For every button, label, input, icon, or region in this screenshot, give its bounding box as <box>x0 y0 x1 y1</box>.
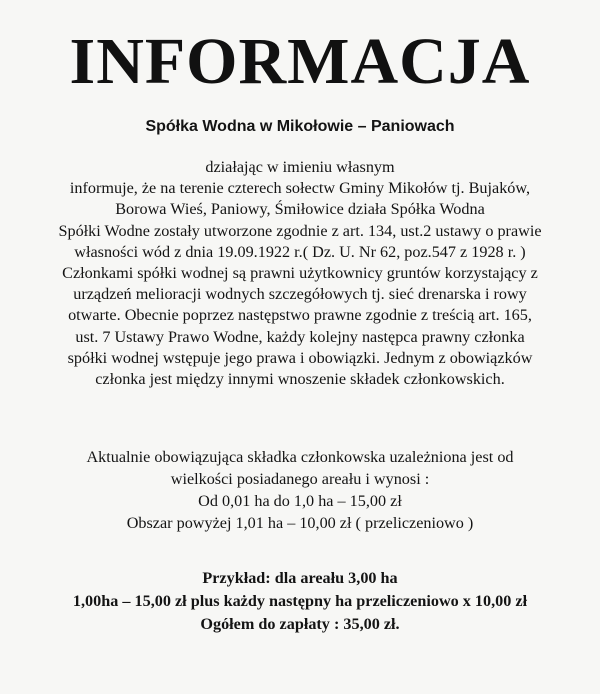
body-line: ust. 7 Ustawy Prawo Wodne, każdy kolejny następca prawny członka <box>75 327 525 346</box>
example-line: 1,00ha – 15,00 zł plus każdy następny ha przeliczeniowo x 10,00 zł <box>72 592 528 610</box>
fee-line: Od 0,01 ha do 1,0 ha – 15,00 zł <box>198 492 402 510</box>
body-line: informuje, że na terenie czterech sołectw Gminy Mikołów tj. Bujaków, <box>69 179 531 198</box>
body-line: Członkami spółki wodnej są prawni użytkownicy gruntów korzystający z <box>62 264 538 283</box>
body-paragraph <box>18 157 582 390</box>
body-line: Borowa Wieś, Paniowy, Śmiłowice działa Spółka Wodna <box>115 200 485 219</box>
fee-line: wielkości posiadanego areału i wynosi : <box>170 470 430 488</box>
body-line: członka jest między innymi wnoszenie składek członkowskich. <box>95 370 505 389</box>
fee-section <box>10 446 590 534</box>
body-line: własności wód z dnia 19.09.1922 r.( Dz. U. Nr 62, poz.547 z 1928 r. ) <box>74 242 526 261</box>
body-line: otwarte. Obecnie poprzez następstwo prawne zgodnie z treścią art. 165, <box>68 306 532 325</box>
fee-line: Obszar powyżej 1,01 ha – 10,00 zł ( przeliczeniowo ) <box>126 514 474 532</box>
document-title: INFORMACJA <box>69 25 531 98</box>
fee-line: Aktualnie obowiązująca składka członkowska uzależniona jest od <box>86 448 514 466</box>
body-line: Spółki Wodne zostały utworzone zgodnie z art. 134, ust.2 ustawy o prawie <box>58 221 542 240</box>
body-line: działając w imieniu własnym <box>205 158 395 176</box>
body-line: urządzeń melioracji wodnych szczegółowych tj. sieć drenarska i rowy <box>73 285 527 304</box>
example-line: Ogółem do zapłaty : 35,00 zł. <box>200 615 400 633</box>
example-line: Przykład: dla areału 3,00 ha <box>202 569 398 587</box>
example-section <box>10 567 590 636</box>
document-subtitle: Spółka Wodna w Mikołowie – Paniowach <box>145 118 455 135</box>
body-line: spółki wodnej wstępuje jego prawa i obowiązki. Jednym z obowiązków <box>67 348 533 367</box>
